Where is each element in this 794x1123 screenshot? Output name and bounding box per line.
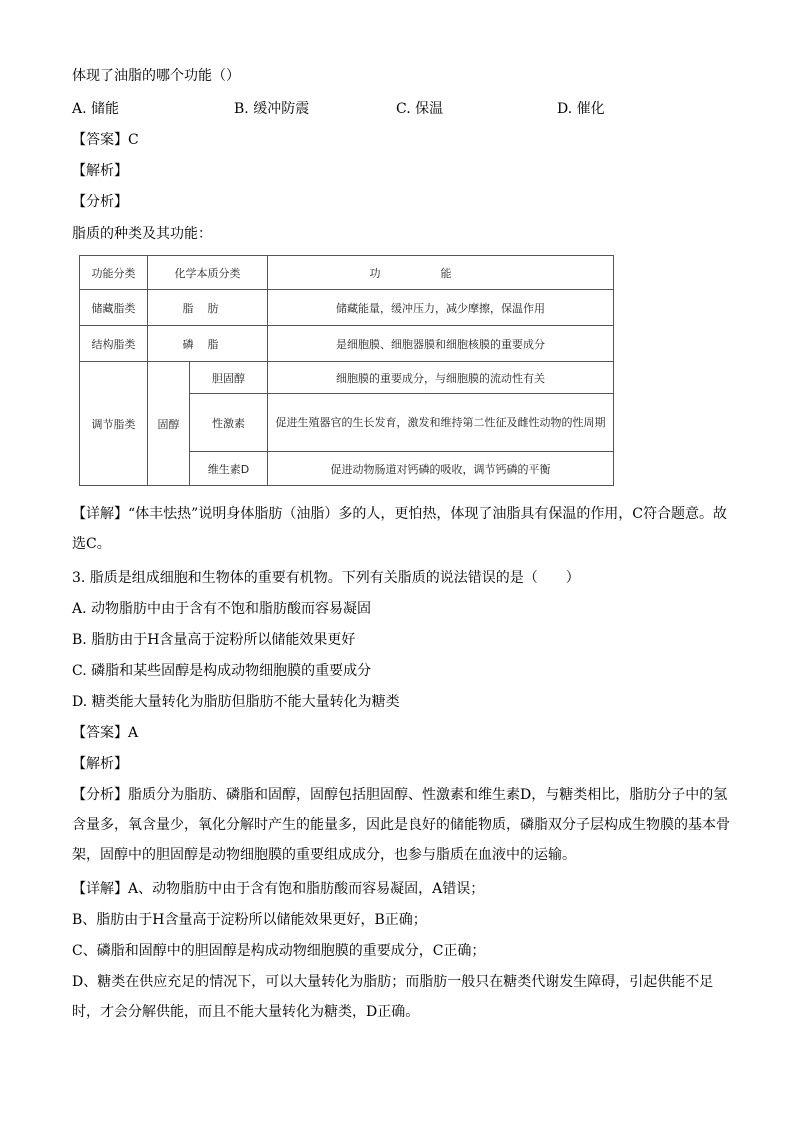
q2-option-a: A. 储能 bbox=[72, 101, 120, 117]
cell-func-class: 结构脂类 bbox=[80, 326, 148, 362]
cell-subtype: 维生素D bbox=[190, 452, 268, 486]
cell-desc: 细胞膜的重要成分，与细胞膜的流动性有关 bbox=[268, 362, 614, 394]
cell-func-class: 储藏脂类 bbox=[80, 290, 148, 326]
q3-analysis-tag: 【解析】 bbox=[72, 756, 128, 772]
q3-answer bbox=[72, 723, 138, 743]
q3-detail-a bbox=[72, 874, 732, 904]
answer-tag: 【答案】 bbox=[72, 725, 128, 741]
fenxi-text: 脂质分为脂肪、磷脂和固醇，固醇包括胆固醇、性激素和维生素D，与糖类相比，脂肪分子中的氢含量多，氧含量少，氧化分解时产生的能量多，因此是良好的储能物质，磷脂双分子层构成生物膜的基本骨架，固醇中的胆固醇是动物细胞膜的重要组成成分，也参与脂质在血液中的运输。 bbox=[72, 787, 730, 863]
q2-analysis-tag: 【解析】 bbox=[72, 163, 128, 179]
table-row bbox=[80, 290, 614, 326]
header-func-class: 功能分类 bbox=[80, 256, 148, 290]
detail-text: A、动物脂肪中由于含有饱和脂肪酸而容易凝固，A错误； bbox=[128, 881, 485, 897]
q2-option-b: B. 缓冲防震 bbox=[234, 101, 310, 117]
q3-option-c: C. 磷脂和某些固醇是构成动物细胞膜的重要成分 bbox=[72, 663, 372, 679]
q2-fenxi-tag: 【分析】 bbox=[72, 194, 128, 210]
answer-value: C bbox=[128, 132, 139, 148]
question-2-stem: 体现了油脂的哪个功能（） bbox=[72, 68, 240, 84]
header-function: 功能 bbox=[268, 256, 614, 290]
q3-detail-d: D、糖类在供应充足的情况下，可以大量转化为脂肪；而脂肪一般只在糖类代谢发生障碍，引起供能不足时，才会分解供能，而且不能大量转化为糖类，D正确。 bbox=[72, 974, 714, 1020]
q2-answer bbox=[72, 130, 139, 150]
table-title: 脂质的种类及其功能： bbox=[72, 226, 212, 242]
detail-tag: 【详解】 bbox=[72, 881, 128, 897]
cell-chem: 固醇 bbox=[148, 362, 190, 486]
q3-option-b: B. 脂肪由于H含量高于淀粉所以储能效果更好 bbox=[72, 632, 356, 648]
q3-fenxi bbox=[72, 780, 732, 870]
cell-subtype: 胆固醇 bbox=[190, 362, 268, 394]
q3-option-a: A. 动物脂肪中由于含有不饱和脂肪酸而容易凝固 bbox=[72, 601, 372, 617]
cell-desc: 促进生殖器官的生长发育，激发和维持第二性征及雌性动物的性周期 bbox=[268, 394, 614, 452]
cell-chem: 脂肪 bbox=[148, 290, 268, 326]
question-3-stem: 3. 脂质是组成细胞和生物体的重要有机物。下列有关脂质的说法错误的是（ ） bbox=[72, 570, 580, 586]
lipid-function-table bbox=[79, 255, 614, 486]
q3-detail-b: B、脂肪由于H含量高于淀粉所以储能效果更好，B正确； bbox=[72, 912, 427, 928]
cell-desc: 是细胞膜、细胞器膜和细胞核膜的重要成分 bbox=[268, 326, 614, 362]
detail-text: “体丰怯热”说明身体脂肪（油脂）多的人，更怕热，体现了油脂具有保温的作用，C符合题意。故选C。 bbox=[72, 506, 728, 552]
table-row bbox=[80, 326, 614, 362]
header-chem: 化学本质分类 bbox=[148, 256, 268, 290]
table-header-row bbox=[80, 256, 614, 290]
q2-option-d: D. 催化 bbox=[557, 101, 605, 117]
fenxi-tag: 【分析】 bbox=[72, 787, 128, 803]
q3-detail-c: C、磷脂和固醇中的胆固醇是构成动物细胞膜的重要成分，C正确； bbox=[72, 943, 486, 959]
cell-func-class: 调节脂类 bbox=[80, 362, 148, 486]
cell-chem: 磷脂 bbox=[148, 326, 268, 362]
table-row bbox=[80, 362, 614, 394]
answer-tag: 【答案】 bbox=[72, 132, 128, 148]
answer-value: A bbox=[128, 725, 139, 741]
cell-desc: 储藏能量，缓冲压力，减少摩擦，保温作用 bbox=[268, 290, 614, 326]
cell-subtype: 性激素 bbox=[190, 394, 268, 452]
q2-detail bbox=[72, 499, 732, 559]
q3-option-d: D. 糖类能大量转化为脂肪但脂肪不能大量转化为糖类 bbox=[72, 694, 400, 710]
detail-tag: 【详解】 bbox=[72, 506, 128, 522]
q2-option-c: C. 保温 bbox=[396, 101, 444, 117]
cell-desc: 促进动物肠道对钙磷的吸收，调节钙磷的平衡 bbox=[268, 452, 614, 486]
